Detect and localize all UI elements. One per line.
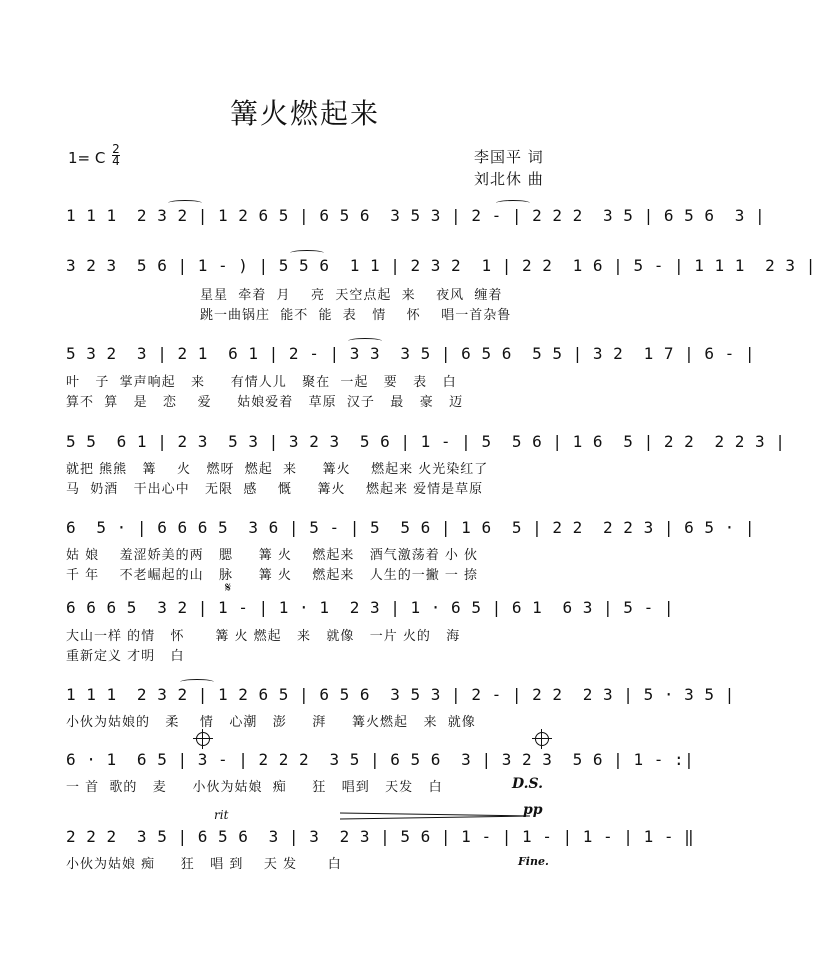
meter-bottom: 4 [112,154,120,168]
ds-marking: D.S. [512,776,544,792]
notation-row-6: 6 6 6 5 3 2 | 1 - | 1 · 1 2 3 | 1 · 6 5 | 6 1 6 3 | 5 - | [66,598,674,617]
lyric-row-2b: 跳一曲锅庄 能不 能 表 情 怀 唱一首杂鲁 [200,308,512,323]
coda-icon-end [535,732,549,746]
lyric-row-6b: 重新定义 才明 白 [66,649,185,664]
slur-mark [496,200,530,206]
lyric-row-3a: 叶 子 掌声响起 来 有情人儿 聚在 一起 要 表 白 [66,375,457,390]
notation-row-3: 5 3 2 3 | 2 1 6 1 | 2 - | 3 3 3 5 | 6 5 6 5 5 | 3 2 1 7 | 6 - | [66,344,756,363]
lyric-row-3b: 算不 算 是 恋 爱 姑娘爱着 草原 汉子 最 豪 迈 [66,395,464,410]
lyric-row-5b: 千 年 不老崛起的山 脉 篝 火 燃起来 人生的一撇 一 捺 [66,568,479,583]
song-title: 篝火燃起来 [229,97,380,130]
notation-row-1: 1 1 1 2 3 2 | 1 2 6 5 | 6 5 6 3 5 3 | 2 - | 2 2 2 3 5 | 6 5 6 3 | [66,206,766,225]
lyric-row-2a: 星星 牵着 月 亮 天空点起 来 夜风 缠着 [200,288,503,303]
lyric-row-5a: 姑 娘 羞涩娇美的两 腮 篝 火 燃起来 酒气激荡着 小 伙 [66,548,479,563]
lyric-row-8a: 一 首 歌的 麦 小伙为姑娘 痴 狂 唱到 天发 白 [66,780,443,795]
time-signature [112,144,120,167]
composer-credit: 刘北休 曲 [474,170,544,188]
notation-row-8: 6 · 1 6 5 | 3 - | 2 2 2 3 5 | 6 5 6 3 | 3 2 3 5 6 | 1 - :| [66,750,695,769]
lyric-row-4a: 就把 熊熊 篝 火 燃呀 燃起 来 篝火 燃起来 火光染红了 [66,462,489,477]
notation-row-2: 3 2 3 5 6 | 1 - ) | 5 5 6 1 1 | 2 3 2 1 | 2 2 1 6 | 5 - | 1 1 1 2 3 | [66,256,816,275]
slur-mark [290,250,324,256]
coda-icon [196,732,210,746]
notation-row-5: 6 5 · | 6 6 6 5 3 6 | 5 - | 5 5 6 | 1 6 5 | 2 2 2 2 3 | 6 5 · | [66,518,756,537]
fine-marking: Fine. [518,855,549,868]
decrescendo-hairpin [340,813,530,819]
slur-mark [168,200,202,206]
lyricist-credit: 李国平 词 [474,148,544,166]
key-signature: 1= C [68,149,106,167]
slur-mark [348,338,382,344]
segno-icon: 𝄋 [225,580,232,596]
notation-row-9: 2 2 2 3 5 | 6 5 6 3 | 3 2 3 | 5 6 | 1 - | 1 - | 1 - | 1 - ‖ [66,827,695,846]
lyric-row-6a: 大山一样 的情 怀 篝 火 燃起 来 就像 一片 火的 海 [66,629,461,644]
lyric-row-4b: 马 奶酒 干出心中 无限 感 慨 篝火 燃起来 爱情是草原 [66,482,484,497]
notation-row-7: 1 1 1 2 3 2 | 1 2 6 5 | 6 5 6 3 5 3 | 2 - | 2 2 2 3 | 5 · 3 5 | [66,685,735,704]
lyric-row-9a: 小伙为姑娘 痴 狂 唱 到 天 发 白 [66,857,342,872]
lyric-row-7a: 小伙为姑娘的 柔 情 心潮 澎 湃 篝火燃起 来 就像 [66,715,476,730]
pp-marking: pp [523,802,543,818]
rit-marking: rit [214,808,229,822]
notation-row-4: 5 5 6 1 | 2 3 5 3 | 3 2 3 5 6 | 1 - | 5 5 6 | 1 6 5 | 2 2 2 2 3 | [66,432,786,451]
meter-top: 2 [112,142,120,156]
slur-mark [180,679,214,685]
